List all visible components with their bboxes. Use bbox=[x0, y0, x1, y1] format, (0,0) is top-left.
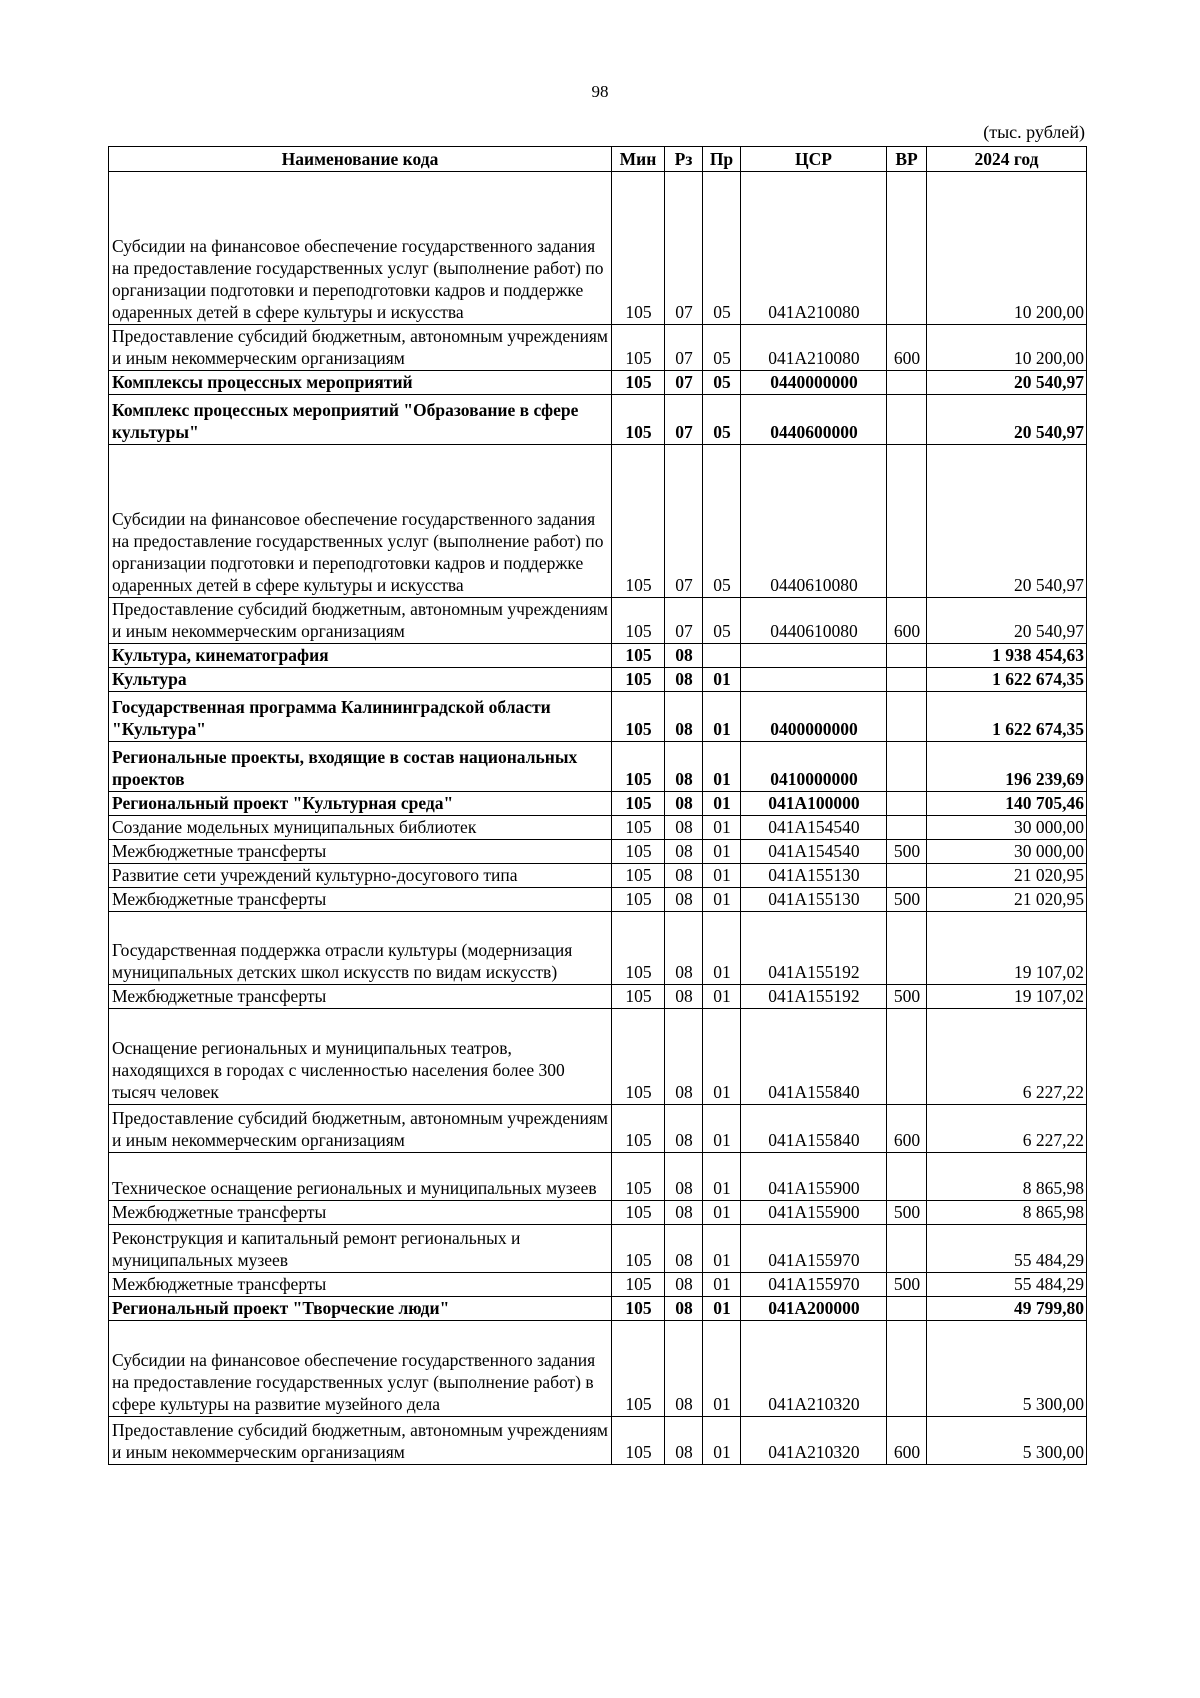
row-vr: 600 bbox=[887, 1105, 927, 1153]
row-rz: 08 bbox=[665, 816, 703, 840]
row-csr: 041А210320 bbox=[741, 1321, 887, 1417]
row-amount: 5 300,00 bbox=[927, 1417, 1087, 1465]
row-csr: 041А155840 bbox=[741, 1009, 887, 1105]
row-min: 105 bbox=[612, 325, 665, 371]
table-row bbox=[109, 888, 1087, 912]
table-row bbox=[109, 644, 1087, 668]
row-pr: 05 bbox=[703, 598, 741, 644]
table-row bbox=[109, 325, 1087, 371]
row-name: Субсидии на финансовое обеспечение государственного задания на предоставление государственных услуг (выполнение работ) в сфере культуры на развитие музейного дела bbox=[109, 1321, 612, 1417]
row-amount: 6 227,22 bbox=[927, 1105, 1087, 1153]
table-row bbox=[109, 598, 1087, 644]
row-csr: 041А200000 bbox=[741, 1297, 887, 1321]
row-vr bbox=[887, 1009, 927, 1105]
row-min: 105 bbox=[612, 668, 665, 692]
row-rz: 08 bbox=[665, 985, 703, 1009]
row-rz: 08 bbox=[665, 840, 703, 864]
row-pr: 01 bbox=[703, 816, 741, 840]
row-vr bbox=[887, 1321, 927, 1417]
table-row bbox=[109, 742, 1087, 792]
row-pr: 01 bbox=[703, 888, 741, 912]
row-amount: 20 540,97 bbox=[927, 598, 1087, 644]
row-csr: 0440600000 bbox=[741, 395, 887, 445]
row-pr: 01 bbox=[703, 1321, 741, 1417]
row-pr: 01 bbox=[703, 692, 741, 742]
row-name: Региональный проект "Культурная среда" bbox=[109, 792, 612, 816]
row-pr: 01 bbox=[703, 1105, 741, 1153]
row-rz: 07 bbox=[665, 371, 703, 395]
row-pr: 05 bbox=[703, 325, 741, 371]
row-csr: 041А210080 bbox=[741, 172, 887, 325]
row-pr: 01 bbox=[703, 792, 741, 816]
row-min: 105 bbox=[612, 792, 665, 816]
row-min: 105 bbox=[612, 742, 665, 792]
row-rz: 07 bbox=[665, 598, 703, 644]
row-name: Комплексы процессных мероприятий bbox=[109, 371, 612, 395]
table-row bbox=[109, 985, 1087, 1009]
row-amount: 140 705,46 bbox=[927, 792, 1087, 816]
table-row bbox=[109, 1201, 1087, 1225]
row-pr: 01 bbox=[703, 1009, 741, 1105]
row-vr: 500 bbox=[887, 840, 927, 864]
row-csr: 041А155900 bbox=[741, 1153, 887, 1201]
row-amount: 8 865,98 bbox=[927, 1201, 1087, 1225]
row-amount: 10 200,00 bbox=[927, 325, 1087, 371]
table-row bbox=[109, 792, 1087, 816]
page-number: 98 bbox=[591, 82, 609, 101]
row-name: Региональные проекты, входящие в состав национальных проектов bbox=[109, 742, 612, 792]
row-min: 105 bbox=[612, 985, 665, 1009]
row-csr: 0410000000 bbox=[741, 742, 887, 792]
header-rz: Рз bbox=[665, 147, 703, 172]
row-amount: 20 540,97 bbox=[927, 395, 1087, 445]
row-name: Оснащение региональных и муниципальных театров, находящихся в городах с численностью населения более 300 тысяч человек bbox=[109, 1009, 612, 1105]
row-name: Культура bbox=[109, 668, 612, 692]
row-vr bbox=[887, 1225, 927, 1273]
table-row bbox=[109, 395, 1087, 445]
row-pr: 01 bbox=[703, 985, 741, 1009]
row-rz: 08 bbox=[665, 1153, 703, 1201]
row-min: 105 bbox=[612, 692, 665, 742]
row-vr: 500 bbox=[887, 985, 927, 1009]
row-vr bbox=[887, 445, 927, 598]
row-pr bbox=[703, 644, 741, 668]
table-row bbox=[109, 1105, 1087, 1153]
row-name: Техническое оснащение региональных и муниципальных музеев bbox=[109, 1153, 612, 1201]
row-min: 105 bbox=[612, 912, 665, 985]
row-name: Предоставление субсидий бюджетным, автономным учреждениям и иным некоммерческим организациям bbox=[109, 325, 612, 371]
row-csr bbox=[741, 668, 887, 692]
row-vr bbox=[887, 1297, 927, 1321]
row-name: Субсидии на финансовое обеспечение государственного задания на предоставление государственных услуг (выполнение работ) по организации подготовки и переподготовки кадров и поддержке одаренных детей в сфере культуры и искусства bbox=[109, 445, 612, 598]
row-name: Реконструкция и капитальный ремонт региональных и муниципальных музеев bbox=[109, 1225, 612, 1273]
table-row bbox=[109, 1153, 1087, 1201]
table-row bbox=[109, 445, 1087, 598]
row-rz: 08 bbox=[665, 912, 703, 985]
row-vr bbox=[887, 864, 927, 888]
row-pr: 05 bbox=[703, 172, 741, 325]
row-vr: 500 bbox=[887, 1201, 927, 1225]
row-pr: 01 bbox=[703, 1297, 741, 1321]
row-rz: 08 bbox=[665, 864, 703, 888]
row-csr: 041А155130 bbox=[741, 888, 887, 912]
table-row bbox=[109, 864, 1087, 888]
header-vr: ВР bbox=[887, 147, 927, 172]
row-amount: 21 020,95 bbox=[927, 864, 1087, 888]
row-amount: 196 239,69 bbox=[927, 742, 1087, 792]
row-min: 105 bbox=[612, 395, 665, 445]
row-amount: 30 000,00 bbox=[927, 816, 1087, 840]
row-rz: 08 bbox=[665, 1273, 703, 1297]
header-name: Наименование кода bbox=[109, 147, 612, 172]
row-amount: 8 865,98 bbox=[927, 1153, 1087, 1201]
table-row bbox=[109, 668, 1087, 692]
row-name: Межбюджетные трансферты bbox=[109, 985, 612, 1009]
table-row bbox=[109, 1273, 1087, 1297]
row-name: Комплекс процессных мероприятий "Образование в сфере культуры" bbox=[109, 395, 612, 445]
row-vr: 500 bbox=[887, 1273, 927, 1297]
row-rz: 08 bbox=[665, 1201, 703, 1225]
row-vr bbox=[887, 692, 927, 742]
row-pr: 01 bbox=[703, 742, 741, 792]
row-pr: 01 bbox=[703, 1417, 741, 1465]
row-csr: 041А154540 bbox=[741, 816, 887, 840]
row-vr bbox=[887, 816, 927, 840]
row-vr: 600 bbox=[887, 1417, 927, 1465]
row-name: Региональный проект "Творческие люди" bbox=[109, 1297, 612, 1321]
row-name: Межбюджетные трансферты bbox=[109, 1273, 612, 1297]
header-csr: ЦСР bbox=[741, 147, 887, 172]
row-csr: 041А155840 bbox=[741, 1105, 887, 1153]
table-row bbox=[109, 1009, 1087, 1105]
row-rz: 08 bbox=[665, 668, 703, 692]
row-csr: 041А155130 bbox=[741, 864, 887, 888]
row-min: 105 bbox=[612, 1417, 665, 1465]
row-vr: 600 bbox=[887, 598, 927, 644]
table-row bbox=[109, 1321, 1087, 1417]
table-row bbox=[109, 371, 1087, 395]
row-name: Межбюджетные трансферты bbox=[109, 840, 612, 864]
row-min: 105 bbox=[612, 1009, 665, 1105]
row-csr: 0440000000 bbox=[741, 371, 887, 395]
row-name: Субсидии на финансовое обеспечение государственного задания на предоставление государственных услуг (выполнение работ) по организации подготовки и переподготовки кадров и поддержке одаренных детей в сфере культуры и искусства bbox=[109, 172, 612, 325]
row-csr: 0400000000 bbox=[741, 692, 887, 742]
row-rz: 08 bbox=[665, 1009, 703, 1105]
row-vr: 500 bbox=[887, 888, 927, 912]
row-vr bbox=[887, 644, 927, 668]
row-min: 105 bbox=[612, 1225, 665, 1273]
row-amount: 1 622 674,35 bbox=[927, 668, 1087, 692]
row-csr: 0440610080 bbox=[741, 445, 887, 598]
row-rz: 07 bbox=[665, 325, 703, 371]
row-rz: 08 bbox=[665, 1297, 703, 1321]
header-row bbox=[109, 147, 1087, 172]
header-year: 2024 год bbox=[927, 147, 1087, 172]
row-pr: 01 bbox=[703, 864, 741, 888]
row-pr: 05 bbox=[703, 371, 741, 395]
row-rz: 07 bbox=[665, 172, 703, 325]
row-name: Межбюджетные трансферты bbox=[109, 1201, 612, 1225]
row-min: 105 bbox=[612, 1297, 665, 1321]
row-pr: 01 bbox=[703, 668, 741, 692]
row-vr bbox=[887, 1153, 927, 1201]
row-min: 105 bbox=[612, 598, 665, 644]
row-min: 105 bbox=[612, 840, 665, 864]
row-amount: 55 484,29 bbox=[927, 1225, 1087, 1273]
row-vr bbox=[887, 395, 927, 445]
table-row bbox=[109, 692, 1087, 742]
row-name: Создание модельных муниципальных библиотек bbox=[109, 816, 612, 840]
row-min: 105 bbox=[612, 1201, 665, 1225]
row-amount: 55 484,29 bbox=[927, 1273, 1087, 1297]
row-amount: 30 000,00 bbox=[927, 840, 1087, 864]
table-row bbox=[109, 912, 1087, 985]
row-pr: 01 bbox=[703, 1201, 741, 1225]
row-name: Предоставление субсидий бюджетным, автономным учреждениям и иным некоммерческим организациям bbox=[109, 1105, 612, 1153]
table-row bbox=[109, 1297, 1087, 1321]
row-pr: 01 bbox=[703, 1153, 741, 1201]
row-vr bbox=[887, 912, 927, 985]
row-amount: 1 938 454,63 bbox=[927, 644, 1087, 668]
row-amount: 20 540,97 bbox=[927, 445, 1087, 598]
row-min: 105 bbox=[612, 888, 665, 912]
row-csr: 041А210080 bbox=[741, 325, 887, 371]
row-rz: 08 bbox=[665, 1225, 703, 1273]
row-min: 105 bbox=[612, 1273, 665, 1297]
row-csr: 041А100000 bbox=[741, 792, 887, 816]
row-csr: 041А155192 bbox=[741, 912, 887, 985]
row-amount: 6 227,22 bbox=[927, 1009, 1087, 1105]
row-amount: 21 020,95 bbox=[927, 888, 1087, 912]
row-name: Государственная программа Калининградской области "Культура" bbox=[109, 692, 612, 742]
row-min: 105 bbox=[612, 172, 665, 325]
row-name: Предоставление субсидий бюджетным, автономным учреждениям и иным некоммерческим организациям bbox=[109, 598, 612, 644]
row-rz: 08 bbox=[665, 692, 703, 742]
table-row bbox=[109, 840, 1087, 864]
row-csr: 041А155970 bbox=[741, 1273, 887, 1297]
row-min: 105 bbox=[612, 1105, 665, 1153]
row-vr bbox=[887, 371, 927, 395]
row-rz: 08 bbox=[665, 888, 703, 912]
row-amount: 49 799,80 bbox=[927, 1297, 1087, 1321]
row-name: Государственная поддержка отрасли культуры (модернизация муниципальных детских школ искусств по видам искусств) bbox=[109, 912, 612, 985]
row-pr: 01 bbox=[703, 1225, 741, 1273]
row-name: Развитие сети учреждений культурно-досугового типа bbox=[109, 864, 612, 888]
units-label: (тыс. рублей) bbox=[983, 122, 1085, 142]
table-row bbox=[109, 172, 1087, 325]
table-row bbox=[109, 1417, 1087, 1465]
row-vr: 600 bbox=[887, 325, 927, 371]
row-csr: 0440610080 bbox=[741, 598, 887, 644]
row-min: 105 bbox=[612, 864, 665, 888]
row-min: 105 bbox=[612, 644, 665, 668]
row-min: 105 bbox=[612, 1153, 665, 1201]
row-rz: 08 bbox=[665, 742, 703, 792]
row-amount: 5 300,00 bbox=[927, 1321, 1087, 1417]
row-rz: 08 bbox=[665, 644, 703, 668]
row-min: 105 bbox=[612, 1321, 665, 1417]
row-amount: 20 540,97 bbox=[927, 371, 1087, 395]
row-pr: 01 bbox=[703, 840, 741, 864]
row-amount: 19 107,02 bbox=[927, 912, 1087, 985]
table-row bbox=[109, 816, 1087, 840]
row-rz: 08 bbox=[665, 792, 703, 816]
row-min: 105 bbox=[612, 371, 665, 395]
row-name: Предоставление субсидий бюджетным, автономным учреждениям и иным некоммерческим организациям bbox=[109, 1417, 612, 1465]
row-csr: 041А155192 bbox=[741, 985, 887, 1009]
row-csr bbox=[741, 644, 887, 668]
row-rz: 08 bbox=[665, 1321, 703, 1417]
row-rz: 08 bbox=[665, 1417, 703, 1465]
row-rz: 07 bbox=[665, 395, 703, 445]
row-pr: 05 bbox=[703, 395, 741, 445]
budget-table bbox=[108, 146, 1087, 1465]
row-vr bbox=[887, 668, 927, 692]
row-rz: 07 bbox=[665, 445, 703, 598]
header-min: Мин bbox=[612, 147, 665, 172]
row-name: Культура, кинематография bbox=[109, 644, 612, 668]
row-pr: 01 bbox=[703, 1273, 741, 1297]
row-name: Межбюджетные трансферты bbox=[109, 888, 612, 912]
row-amount: 10 200,00 bbox=[927, 172, 1087, 325]
row-rz: 08 bbox=[665, 1105, 703, 1153]
table-row bbox=[109, 1225, 1087, 1273]
row-pr: 01 bbox=[703, 912, 741, 985]
row-vr bbox=[887, 172, 927, 325]
row-csr: 041А154540 bbox=[741, 840, 887, 864]
row-amount: 1 622 674,35 bbox=[927, 692, 1087, 742]
row-min: 105 bbox=[612, 816, 665, 840]
row-vr bbox=[887, 792, 927, 816]
row-min: 105 bbox=[612, 445, 665, 598]
header-pr: Пр bbox=[703, 147, 741, 172]
row-vr bbox=[887, 742, 927, 792]
row-csr: 041А210320 bbox=[741, 1417, 887, 1465]
row-amount: 19 107,02 bbox=[927, 985, 1087, 1009]
row-csr: 041А155970 bbox=[741, 1225, 887, 1273]
row-csr: 041А155900 bbox=[741, 1201, 887, 1225]
row-pr: 05 bbox=[703, 445, 741, 598]
